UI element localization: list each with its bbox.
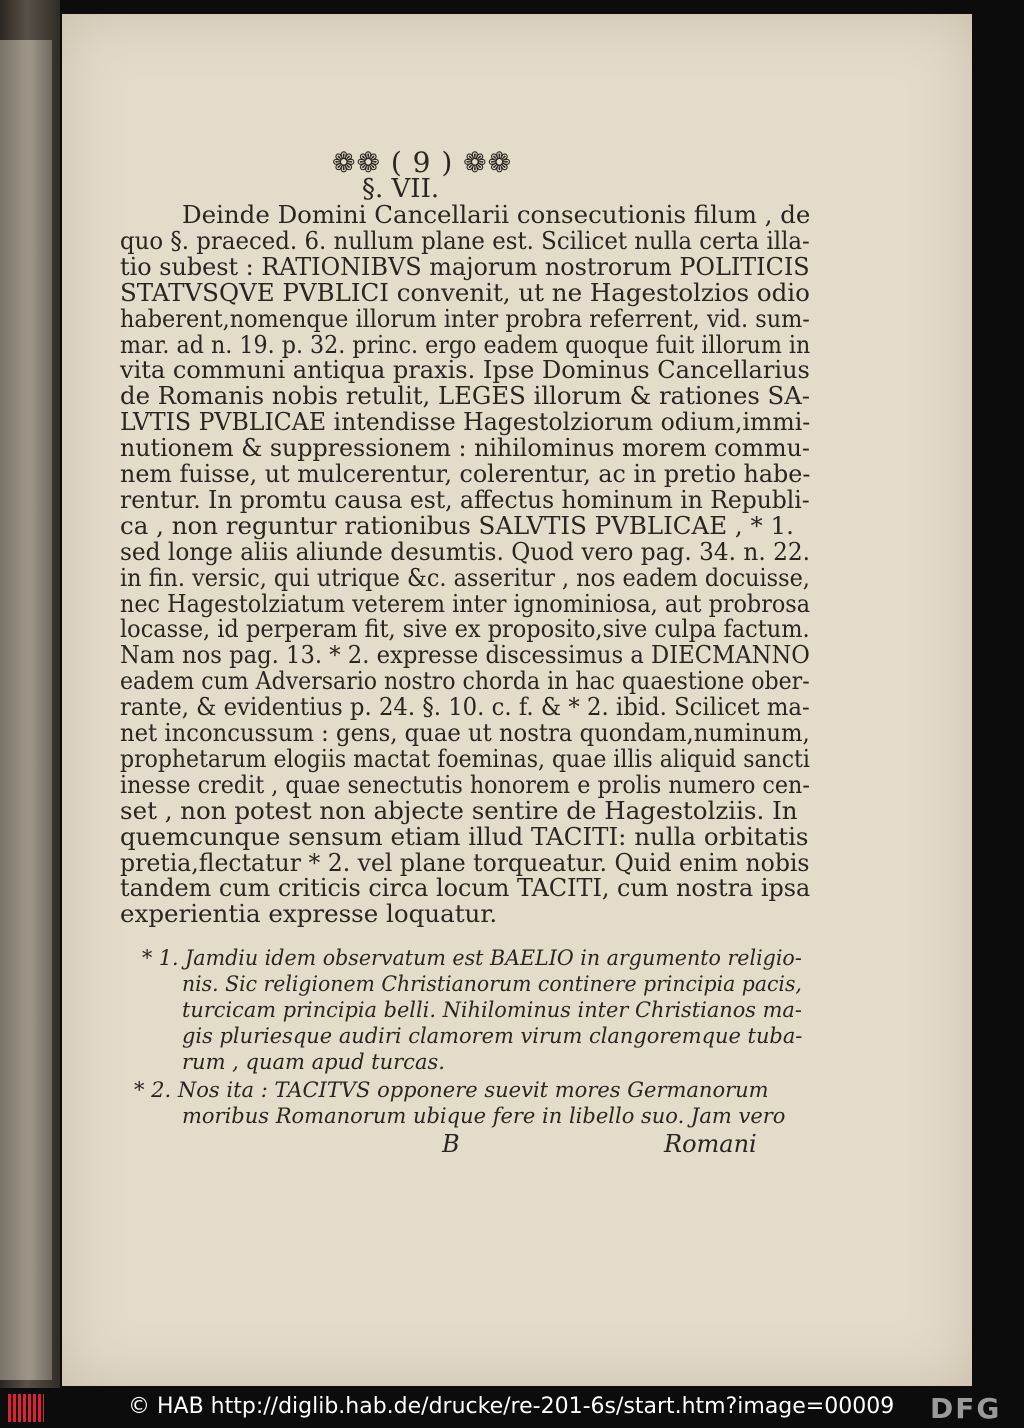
text-line: set , non potest non abjecte sentire de Hagestolziis. In xyxy=(120,795,798,825)
text-line: nem fuisse, ut mulcerentur, colerentur, ac in pretio habe- xyxy=(120,459,811,488)
text-line: haberent,nomenque illorum inter probra referrent, vid. sum- xyxy=(120,303,810,333)
text-line: Nam nos pag. 13. * 2. expresse discessimus a DIECMANNO xyxy=(120,640,810,670)
page-header: ❁❁ ( 9 ) ❁❁ xyxy=(332,146,513,179)
text-line: nutionem & suppressionem : nihilominus morem commu- xyxy=(120,433,810,463)
section-heading: §. VII. xyxy=(362,174,440,204)
previous-page-edge xyxy=(0,40,52,1380)
footnote-line: gis pluriesque audiri clamorem virum clangoremque tuba- xyxy=(182,1024,803,1048)
text-line: in fin. versic, qui utrique &c. asseritur , nos eadem docuisse, xyxy=(120,562,810,592)
footnote-line: * 2. Nos ita : TACITVS opponere suevit mores Germanorum xyxy=(134,1078,769,1102)
source-credit[interactable]: © HAB http://diglib.hab.de/drucke/re-201-6s/start.htm?image=00009 xyxy=(128,1394,895,1419)
text-line: net inconcussum : gens, quae ut nostra quondam,numinum, xyxy=(120,718,810,747)
text-line: mar. ad n. 19. p. 32. princ. ergo eadem quoque fuit illorum in xyxy=(120,329,811,359)
text-line: vita communi antiqua praxis. Ipse Dominus Cancellarius xyxy=(120,355,810,385)
text-line: sed longe aliis aliunde desumtis. Quod vero pag. 34. n. 22. xyxy=(120,536,811,566)
text-line: de Romanis nobis retulit, LEGES illorum & rationes SA- xyxy=(120,381,811,411)
text-line: nec Hagestolziatum veterem inter ignominiosa, aut probrosa xyxy=(120,588,811,618)
footnote-line: nis. Sic religionem Christianorum continere principia pacis, xyxy=(182,972,802,996)
text-line: inesse credit , quae senectutis honorem e prolis numero cen- xyxy=(120,769,810,799)
text-line: ca , non reguntur rationibus SALVTIS PVBLICAE , * 1. xyxy=(120,510,794,540)
barcode-icon xyxy=(8,1394,44,1422)
footnote-line: rum , quam apud turcas. xyxy=(182,1050,445,1074)
viewer-footer xyxy=(0,1388,1024,1428)
text-line: rentur. In promtu causa est, affectus hominum in Republi- xyxy=(120,484,810,514)
text-line: eadem cum Adversario nostro chorda in hac quaestione ober- xyxy=(120,666,810,696)
signature-mark: B xyxy=(442,1130,460,1158)
text-line: pretia,flectatur * 2. vel plane torqueatur. Quid enim nobis xyxy=(120,847,810,877)
text-line: STATVSQVE PVBLICI convenit, ut ne Hagestolzios odio xyxy=(120,277,810,307)
text-line: quemcunque sensum etiam illud TACITI: nulla orbitatis xyxy=(120,821,809,851)
text-line: quo §. praeced. 6. nullum plane est. Scilicet nulla certa illa- xyxy=(120,225,810,255)
text-line: rante, & evidentius p. 24. §. 10. c. f. & * 2. ibid. Scilicet ma- xyxy=(120,692,810,722)
text-line: locasse, id perperam fit, sive ex proposito,sive culpa factum. xyxy=(120,614,810,644)
text-line: experientia expresse loquatur. xyxy=(120,899,498,929)
scanned-page xyxy=(62,14,972,1386)
catchword: Romani xyxy=(664,1130,757,1158)
text-line: tio subest : RATIONIBVS majorum nostrorum POLITICIS xyxy=(120,251,810,281)
text-line: tandem cum criticis circa locum TACITI, cum nostra ipsa xyxy=(120,873,811,903)
text-line: prophetarum elogiis mactat foeminas, quae illis aliquid sancti xyxy=(120,743,810,773)
footnote-line: moribus Romanorum ubique fere in libello suo. Jam vero xyxy=(182,1104,786,1128)
text-line: Deinde Domini Cancellarii consecutionis filum , de xyxy=(182,200,811,229)
dfg-logo: DFG xyxy=(930,1392,1002,1425)
footnote-line: * 1. Jamdiu idem observatum est BAELIO in argumento religio- xyxy=(142,946,802,970)
text-line: LVTIS PVBLICAE intendisse Hagestolziorum odium,immi- xyxy=(120,407,811,437)
footnote-line: turcicam principia belli. Nihilominus inter Christianos ma- xyxy=(182,998,802,1022)
